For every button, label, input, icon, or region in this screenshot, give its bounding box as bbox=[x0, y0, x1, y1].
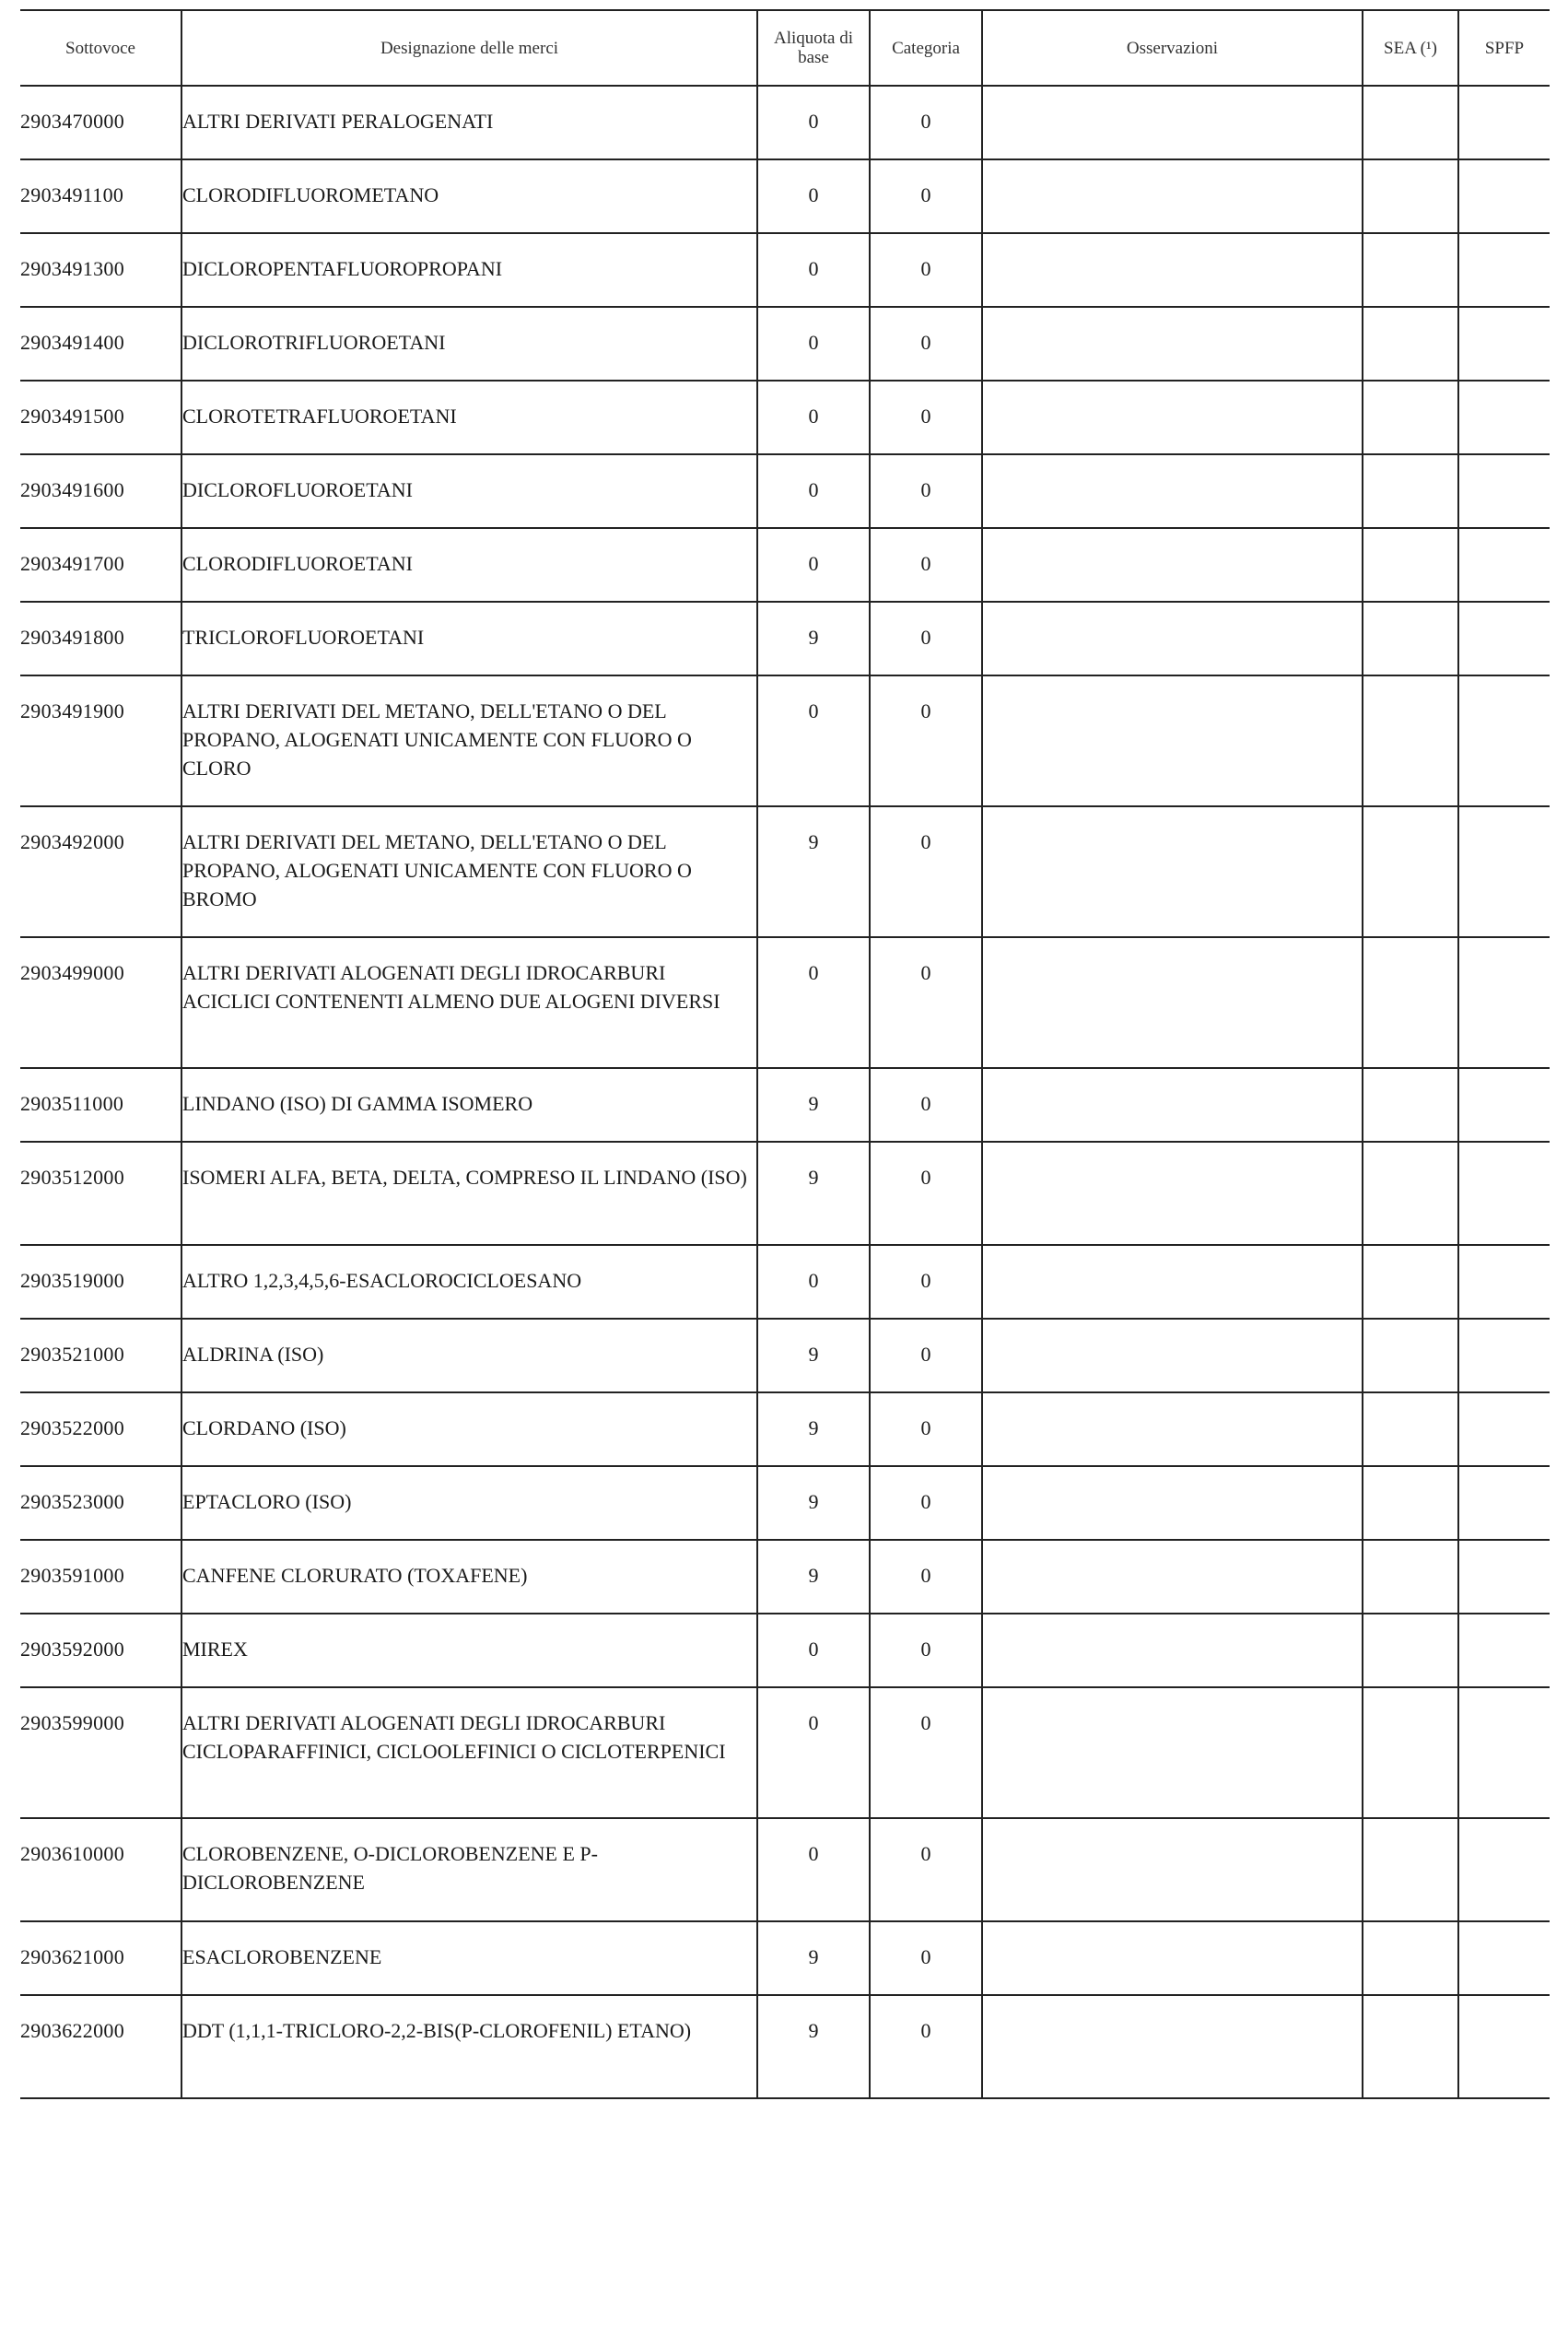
cell-osservazioni bbox=[982, 675, 1363, 806]
cell-spfp bbox=[1458, 602, 1550, 675]
cell-aliquota: 0 bbox=[757, 1245, 870, 1319]
header-osservazioni: Osservazioni bbox=[982, 10, 1363, 86]
cell-code: 2903511000 bbox=[20, 1068, 181, 1142]
cell-aliquota: 9 bbox=[757, 1540, 870, 1614]
cell-spfp bbox=[1458, 528, 1550, 602]
cell-code: 2903491300 bbox=[20, 233, 181, 307]
cell-desc: ALTRI DERIVATI DEL METANO, DELL'ETANO O DEL PROPANO, ALOGENATI UNICAMENTE CON FLUORO O CLORO bbox=[181, 675, 757, 806]
cell-sea bbox=[1363, 937, 1458, 1068]
cell-sea bbox=[1363, 602, 1458, 675]
cell-spfp bbox=[1458, 1319, 1550, 1392]
table-body bbox=[20, 86, 1550, 2098]
cell-code: 2903610000 bbox=[20, 1818, 181, 1921]
table-row bbox=[20, 1466, 1550, 1540]
cell-osservazioni bbox=[982, 454, 1363, 528]
cell-code: 2903519000 bbox=[20, 1245, 181, 1319]
cell-osservazioni bbox=[982, 1921, 1363, 1995]
cell-desc: CLORODIFLUOROETANI bbox=[181, 528, 757, 602]
cell-sea bbox=[1363, 1818, 1458, 1921]
cell-desc: DICLOROTRIFLUOROETANI bbox=[181, 307, 757, 381]
cell-spfp bbox=[1458, 1068, 1550, 1142]
cell-spfp bbox=[1458, 1995, 1550, 2098]
cell-categoria: 0 bbox=[870, 454, 982, 528]
cell-sea bbox=[1363, 1319, 1458, 1392]
table-row bbox=[20, 159, 1550, 233]
cell-osservazioni bbox=[982, 806, 1363, 937]
tariff-table bbox=[20, 9, 1550, 2099]
cell-desc: ALTRI DERIVATI ALOGENATI DEGLI IDROCARBURI ACICLICI CONTENENTI ALMENO DUE ALOGENI DIVERSI bbox=[181, 937, 757, 1068]
cell-categoria: 0 bbox=[870, 1319, 982, 1392]
cell-aliquota: 0 bbox=[757, 675, 870, 806]
cell-sea bbox=[1363, 1614, 1458, 1687]
cell-categoria: 0 bbox=[870, 528, 982, 602]
cell-aliquota: 9 bbox=[757, 1921, 870, 1995]
cell-desc: MIREX bbox=[181, 1614, 757, 1687]
cell-sea bbox=[1363, 1392, 1458, 1466]
cell-categoria: 0 bbox=[870, 86, 982, 159]
cell-sea bbox=[1363, 233, 1458, 307]
cell-code: 2903592000 bbox=[20, 1614, 181, 1687]
cell-osservazioni bbox=[982, 1614, 1363, 1687]
cell-osservazioni bbox=[982, 937, 1363, 1068]
cell-spfp bbox=[1458, 381, 1550, 454]
cell-spfp bbox=[1458, 1818, 1550, 1921]
header-categoria: Categoria bbox=[870, 10, 982, 86]
cell-desc: TRICLOROFLUOROETANI bbox=[181, 602, 757, 675]
table-row bbox=[20, 233, 1550, 307]
cell-aliquota: 0 bbox=[757, 86, 870, 159]
cell-categoria: 0 bbox=[870, 1392, 982, 1466]
cell-categoria: 0 bbox=[870, 1687, 982, 1818]
header-sea: SEA (¹) bbox=[1363, 10, 1458, 86]
cell-spfp bbox=[1458, 1921, 1550, 1995]
header-sottovoce: Sottovoce bbox=[20, 10, 181, 86]
cell-sea bbox=[1363, 1687, 1458, 1818]
cell-categoria: 0 bbox=[870, 937, 982, 1068]
cell-aliquota: 9 bbox=[757, 602, 870, 675]
cell-aliquota: 0 bbox=[757, 528, 870, 602]
cell-categoria: 0 bbox=[870, 1818, 982, 1921]
cell-desc: ALDRINA (ISO) bbox=[181, 1319, 757, 1392]
cell-code: 2903491500 bbox=[20, 381, 181, 454]
cell-sea bbox=[1363, 1540, 1458, 1614]
cell-categoria: 0 bbox=[870, 307, 982, 381]
cell-aliquota: 0 bbox=[757, 1614, 870, 1687]
cell-code: 2903491100 bbox=[20, 159, 181, 233]
cell-sea bbox=[1363, 1068, 1458, 1142]
cell-categoria: 0 bbox=[870, 806, 982, 937]
cell-code: 2903522000 bbox=[20, 1392, 181, 1466]
cell-sea bbox=[1363, 806, 1458, 937]
cell-spfp bbox=[1458, 1392, 1550, 1466]
table-row bbox=[20, 1687, 1550, 1818]
cell-osservazioni bbox=[982, 528, 1363, 602]
cell-categoria: 0 bbox=[870, 1068, 982, 1142]
cell-categoria: 0 bbox=[870, 233, 982, 307]
cell-spfp bbox=[1458, 1687, 1550, 1818]
cell-osservazioni bbox=[982, 1687, 1363, 1818]
table-row bbox=[20, 1921, 1550, 1995]
cell-aliquota: 9 bbox=[757, 1068, 870, 1142]
cell-aliquota: 9 bbox=[757, 806, 870, 937]
cell-osservazioni bbox=[982, 1466, 1363, 1540]
cell-sea bbox=[1363, 454, 1458, 528]
cell-desc: EPTACLORO (ISO) bbox=[181, 1466, 757, 1540]
table-row bbox=[20, 602, 1550, 675]
cell-code: 2903523000 bbox=[20, 1466, 181, 1540]
cell-aliquota: 0 bbox=[757, 159, 870, 233]
table-row bbox=[20, 307, 1550, 381]
cell-spfp bbox=[1458, 1142, 1550, 1245]
table-row bbox=[20, 1818, 1550, 1921]
cell-osservazioni bbox=[982, 1995, 1363, 2098]
cell-aliquota: 9 bbox=[757, 1142, 870, 1245]
cell-categoria: 0 bbox=[870, 1245, 982, 1319]
cell-sea bbox=[1363, 1466, 1458, 1540]
table-row bbox=[20, 1540, 1550, 1614]
header-aliquota: Aliquota di base bbox=[757, 10, 870, 86]
cell-aliquota: 0 bbox=[757, 233, 870, 307]
cell-osservazioni bbox=[982, 307, 1363, 381]
table-row bbox=[20, 528, 1550, 602]
cell-categoria: 0 bbox=[870, 381, 982, 454]
cell-spfp bbox=[1458, 307, 1550, 381]
cell-sea bbox=[1363, 1245, 1458, 1319]
table-row bbox=[20, 675, 1550, 806]
cell-aliquota: 9 bbox=[757, 1392, 870, 1466]
cell-code: 2903622000 bbox=[20, 1995, 181, 2098]
cell-aliquota: 0 bbox=[757, 454, 870, 528]
cell-desc: ALTRI DERIVATI PERALOGENATI bbox=[181, 86, 757, 159]
cell-desc: CLORDANO (ISO) bbox=[181, 1392, 757, 1466]
cell-spfp bbox=[1458, 159, 1550, 233]
cell-sea bbox=[1363, 86, 1458, 159]
header-row bbox=[20, 10, 1550, 86]
cell-sea bbox=[1363, 675, 1458, 806]
cell-spfp bbox=[1458, 1245, 1550, 1319]
cell-code: 2903491400 bbox=[20, 307, 181, 381]
header-spfp: SPFP bbox=[1458, 10, 1550, 86]
cell-desc: CLOROTETRAFLUOROETANI bbox=[181, 381, 757, 454]
cell-aliquota: 9 bbox=[757, 1466, 870, 1540]
cell-sea bbox=[1363, 1142, 1458, 1245]
cell-code: 2903491600 bbox=[20, 454, 181, 528]
cell-osservazioni bbox=[982, 1068, 1363, 1142]
cell-desc: CLORODIFLUOROMETANO bbox=[181, 159, 757, 233]
cell-desc: ISOMERI ALFA, BETA, DELTA, COMPRESO IL LINDANO (ISO) bbox=[181, 1142, 757, 1245]
cell-sea bbox=[1363, 1921, 1458, 1995]
cell-categoria: 0 bbox=[870, 1466, 982, 1540]
cell-categoria: 0 bbox=[870, 602, 982, 675]
table-row bbox=[20, 1319, 1550, 1392]
cell-categoria: 0 bbox=[870, 1995, 982, 2098]
table-row bbox=[20, 937, 1550, 1068]
table-row bbox=[20, 806, 1550, 937]
cell-sea bbox=[1363, 1995, 1458, 2098]
cell-code: 2903521000 bbox=[20, 1319, 181, 1392]
cell-aliquota: 0 bbox=[757, 307, 870, 381]
cell-code: 2903591000 bbox=[20, 1540, 181, 1614]
cell-aliquota: 9 bbox=[757, 1995, 870, 2098]
table-row bbox=[20, 381, 1550, 454]
cell-code: 2903491700 bbox=[20, 528, 181, 602]
cell-spfp bbox=[1458, 1466, 1550, 1540]
cell-osservazioni bbox=[982, 1818, 1363, 1921]
cell-aliquota: 0 bbox=[757, 937, 870, 1068]
cell-desc: DICLOROFLUOROETANI bbox=[181, 454, 757, 528]
cell-aliquota: 0 bbox=[757, 1687, 870, 1818]
cell-aliquota: 9 bbox=[757, 1319, 870, 1392]
table-row bbox=[20, 1142, 1550, 1245]
cell-osservazioni bbox=[982, 1540, 1363, 1614]
cell-categoria: 0 bbox=[870, 1540, 982, 1614]
cell-osservazioni bbox=[982, 381, 1363, 454]
cell-code: 2903621000 bbox=[20, 1921, 181, 1995]
cell-code: 2903599000 bbox=[20, 1687, 181, 1818]
cell-spfp bbox=[1458, 806, 1550, 937]
table-row bbox=[20, 1614, 1550, 1687]
cell-categoria: 0 bbox=[870, 159, 982, 233]
cell-spfp bbox=[1458, 937, 1550, 1068]
cell-code: 2903492000 bbox=[20, 806, 181, 937]
cell-sea bbox=[1363, 528, 1458, 602]
cell-osservazioni bbox=[982, 1142, 1363, 1245]
cell-code: 2903491800 bbox=[20, 602, 181, 675]
cell-desc: DICLOROPENTAFLUOROPROPANI bbox=[181, 233, 757, 307]
cell-spfp bbox=[1458, 1540, 1550, 1614]
cell-osservazioni bbox=[982, 1319, 1363, 1392]
cell-aliquota: 0 bbox=[757, 381, 870, 454]
table-row bbox=[20, 454, 1550, 528]
cell-sea bbox=[1363, 381, 1458, 454]
cell-code: 2903512000 bbox=[20, 1142, 181, 1245]
cell-code: 2903499000 bbox=[20, 937, 181, 1068]
cell-desc: ESACLOROBENZENE bbox=[181, 1921, 757, 1995]
cell-code: 2903491900 bbox=[20, 675, 181, 806]
cell-desc: LINDANO (ISO) DI GAMMA ISOMERO bbox=[181, 1068, 757, 1142]
table-row bbox=[20, 86, 1550, 159]
cell-spfp bbox=[1458, 1614, 1550, 1687]
cell-sea bbox=[1363, 307, 1458, 381]
cell-desc: ALTRI DERIVATI DEL METANO, DELL'ETANO O DEL PROPANO, ALOGENATI UNICAMENTE CON FLUORO O BROMO bbox=[181, 806, 757, 937]
table-row bbox=[20, 1392, 1550, 1466]
cell-spfp bbox=[1458, 86, 1550, 159]
cell-spfp bbox=[1458, 675, 1550, 806]
cell-osservazioni bbox=[982, 86, 1363, 159]
header-designazione: Designazione delle merci bbox=[181, 10, 757, 86]
table-row bbox=[20, 1245, 1550, 1319]
cell-categoria: 0 bbox=[870, 1142, 982, 1245]
cell-categoria: 0 bbox=[870, 1614, 982, 1687]
cell-desc: ALTRI DERIVATI ALOGENATI DEGLI IDROCARBURI CICLOPARAFFINICI, CICLOOLEFINICI O CICLOTERPENICI bbox=[181, 1687, 757, 1818]
cell-desc: DDT (1,1,1-TRICLORO-2,2-BIS(P-CLOROFENIL) ETANO) bbox=[181, 1995, 757, 2098]
cell-osservazioni bbox=[982, 1392, 1363, 1466]
cell-code: 2903470000 bbox=[20, 86, 181, 159]
table-row bbox=[20, 1068, 1550, 1142]
cell-aliquota: 0 bbox=[757, 1818, 870, 1921]
cell-spfp bbox=[1458, 233, 1550, 307]
cell-sea bbox=[1363, 159, 1458, 233]
cell-osservazioni bbox=[982, 159, 1363, 233]
cell-desc: ALTRO 1,2,3,4,5,6-ESACLOROCICLOESANO bbox=[181, 1245, 757, 1319]
cell-categoria: 0 bbox=[870, 675, 982, 806]
table-row bbox=[20, 1995, 1550, 2098]
cell-osservazioni bbox=[982, 233, 1363, 307]
table-header bbox=[20, 10, 1550, 86]
cell-osservazioni bbox=[982, 602, 1363, 675]
cell-desc: CANFENE CLORURATO (TOXAFENE) bbox=[181, 1540, 757, 1614]
cell-spfp bbox=[1458, 454, 1550, 528]
cell-categoria: 0 bbox=[870, 1921, 982, 1995]
cell-desc: CLOROBENZENE, O-DICLOROBENZENE E P-DICLOROBENZENE bbox=[181, 1818, 757, 1921]
cell-osservazioni bbox=[982, 1245, 1363, 1319]
